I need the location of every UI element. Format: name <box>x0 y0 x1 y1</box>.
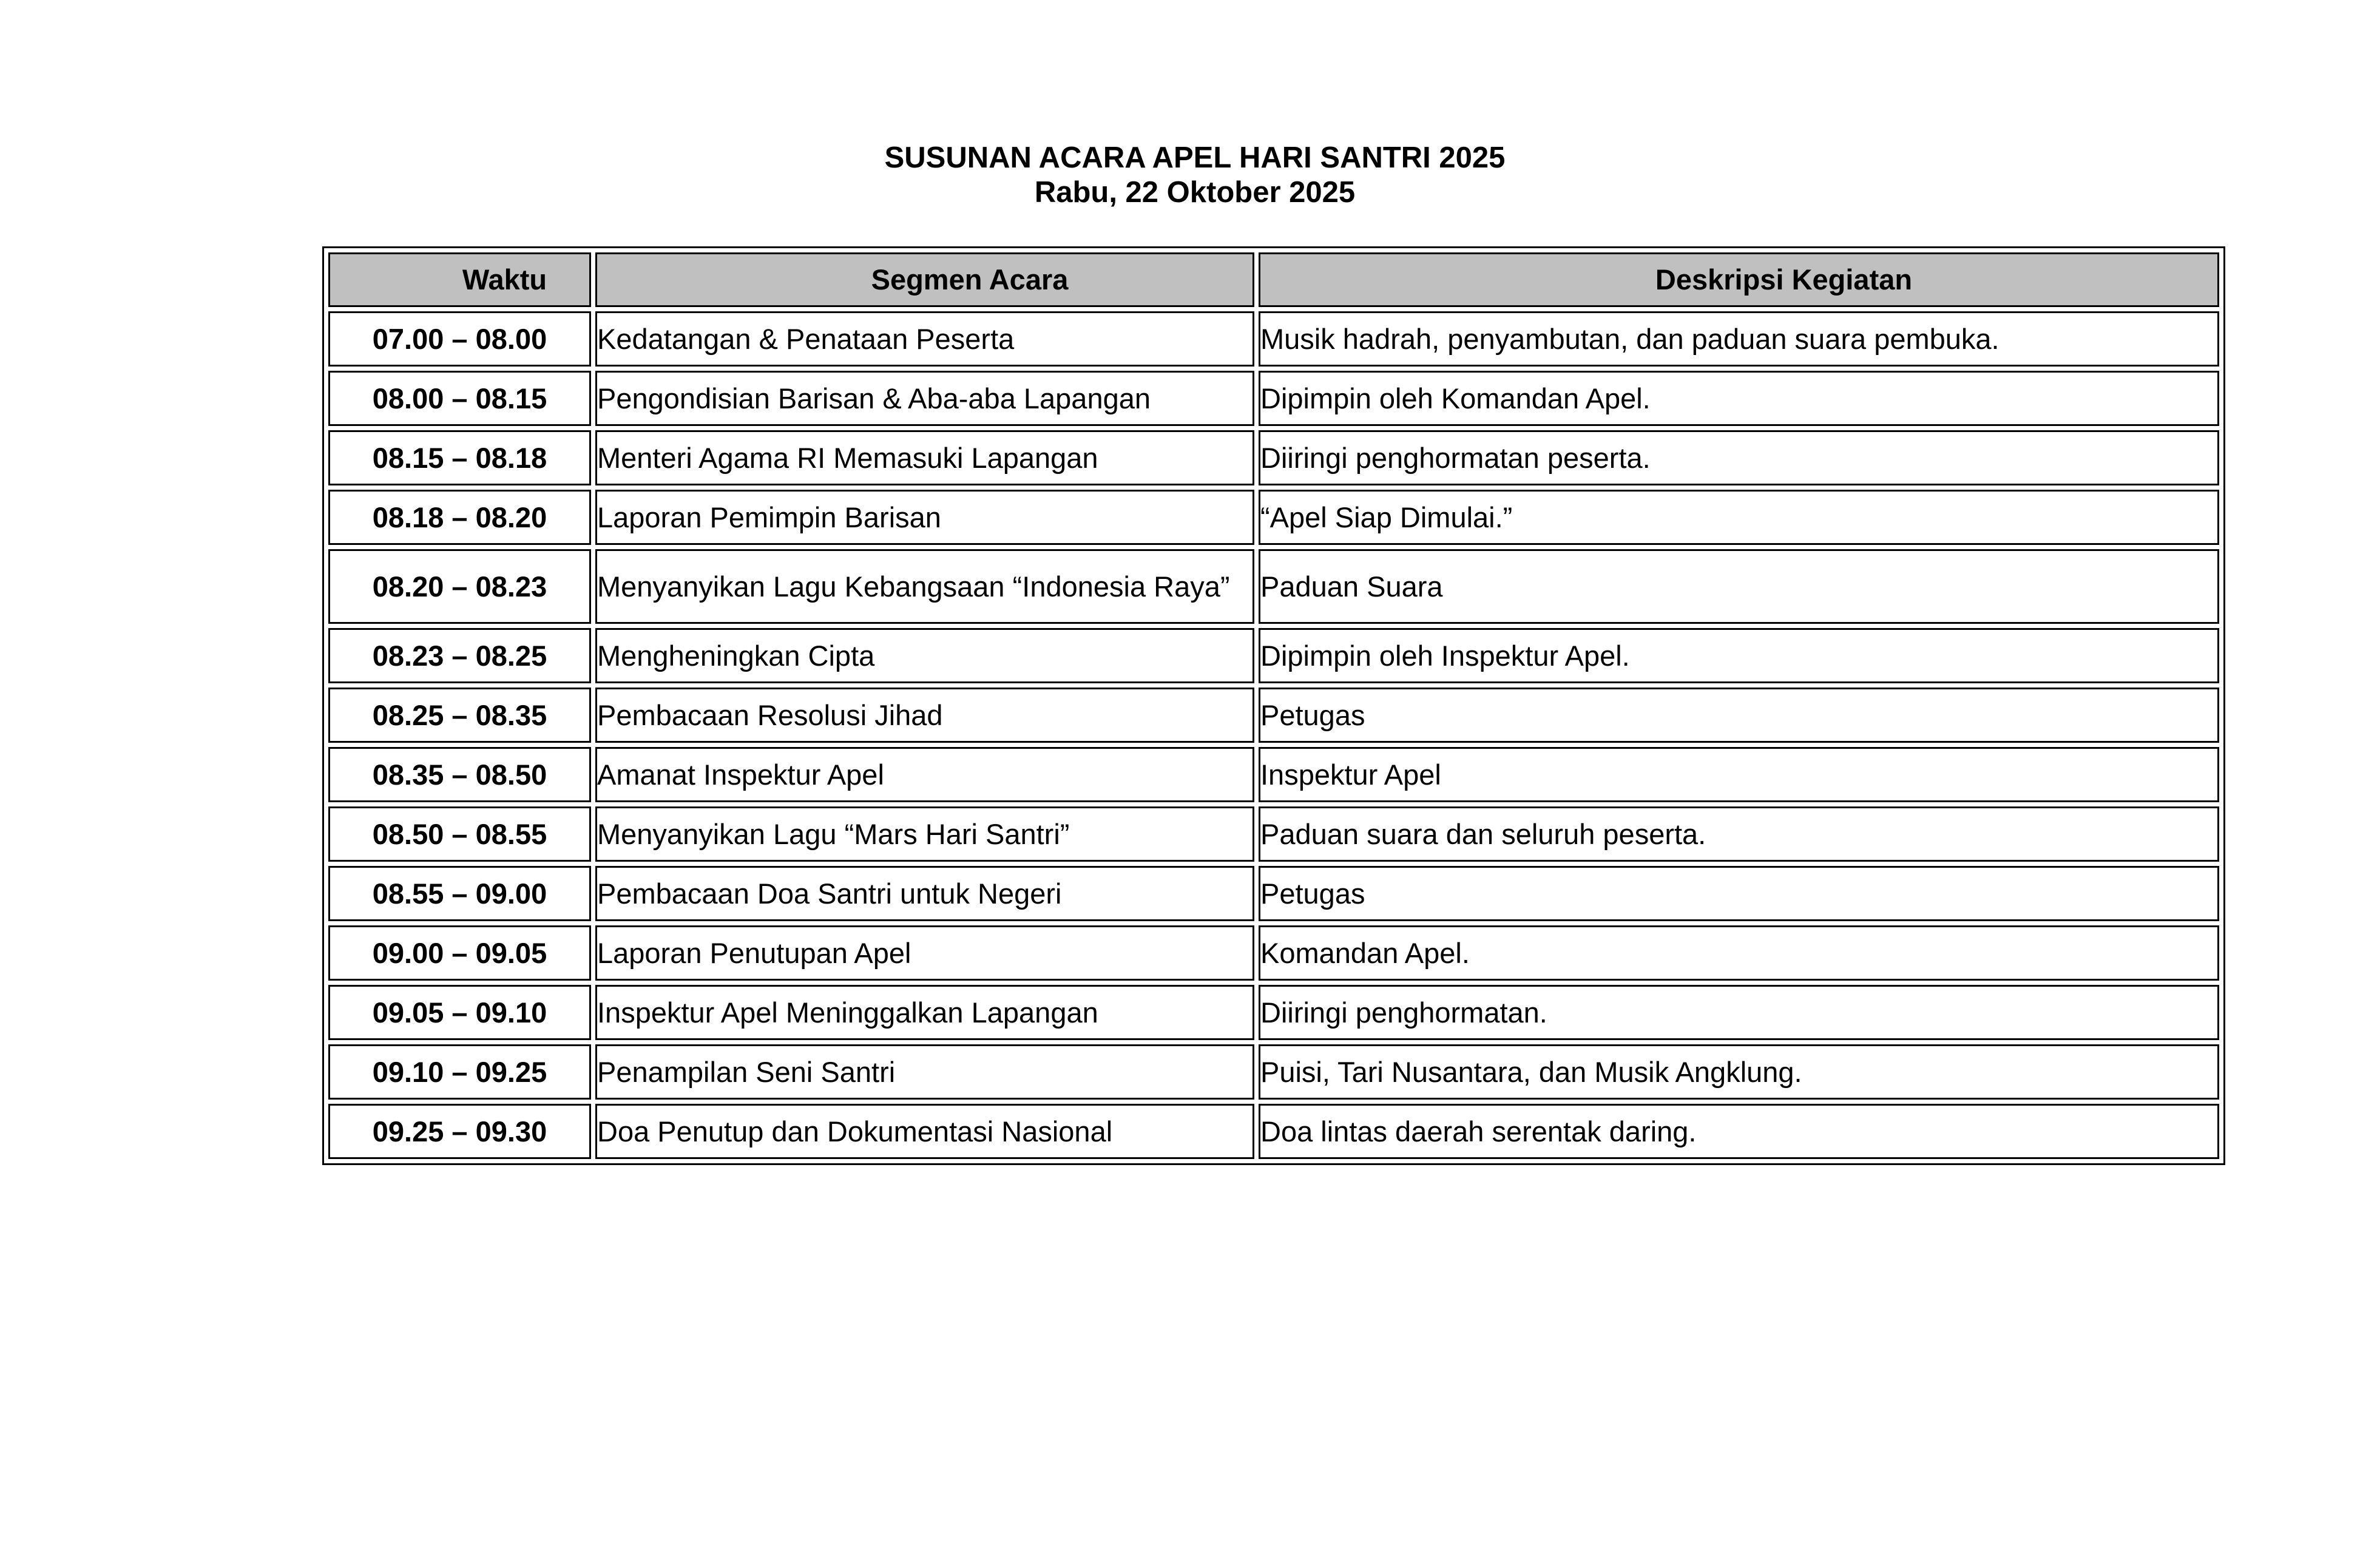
description-cell: “Apel Siap Dimulai.” <box>1259 490 2219 545</box>
description-cell: Komandan Apel. <box>1259 925 2219 981</box>
time-cell: 08.25 – 08.35 <box>328 688 591 743</box>
table-row <box>328 549 2219 624</box>
segment-cell: Pengondisian Barisan & Aba-aba Lapangan <box>595 371 1254 426</box>
table-header-row <box>328 252 2219 307</box>
table-row <box>328 688 2219 743</box>
segment-cell: Laporan Pemimpin Barisan <box>595 490 1254 545</box>
segment-cell: Pembacaan Resolusi Jihad <box>595 688 1254 743</box>
table-row <box>328 1044 2219 1100</box>
segment-cell: Pembacaan Doa Santri untuk Negeri <box>595 866 1254 921</box>
time-cell: 07.00 – 08.00 <box>328 311 591 367</box>
column-header-waktu: Waktu <box>328 252 591 307</box>
segment-cell: Laporan Penutupan Apel <box>595 925 1254 981</box>
document-title: SUSUNAN ACARA APEL HARI SANTRI 2025 <box>884 141 1506 174</box>
description-cell: Dipimpin oleh Komandan Apel. <box>1259 371 2219 426</box>
segment-cell: Amanat Inspektur Apel <box>595 747 1254 802</box>
table-row <box>328 925 2219 981</box>
time-cell: 08.50 – 08.55 <box>328 806 591 862</box>
description-cell: Paduan suara dan seluruh peserta. <box>1259 806 2219 862</box>
time-cell: 08.00 – 08.15 <box>328 371 591 426</box>
column-header-deskripsi-kegiatan: Deskripsi Kegiatan <box>1259 252 2219 307</box>
document-date: Rabu, 22 Oktober 2025 <box>1034 176 1356 209</box>
schedule-table <box>322 246 2225 1165</box>
time-cell: 09.10 – 09.25 <box>328 1044 591 1100</box>
table-row <box>328 430 2219 485</box>
segment-cell: Penampilan Seni Santri <box>595 1044 1254 1100</box>
table-row <box>328 371 2219 426</box>
time-cell: 08.55 – 09.00 <box>328 866 591 921</box>
column-header-segmen-acara: Segmen Acara <box>595 252 1254 307</box>
table-row <box>328 866 2219 921</box>
description-cell: Petugas <box>1259 866 2219 921</box>
time-cell: 09.00 – 09.05 <box>328 925 591 981</box>
description-cell: Diiringi penghormatan peserta. <box>1259 430 2219 485</box>
segment-cell: Menyanyikan Lagu Kebangsaan “Indonesia Raya” <box>595 549 1254 624</box>
description-cell: Dipimpin oleh Inspektur Apel. <box>1259 628 2219 683</box>
description-cell: Petugas <box>1259 688 2219 743</box>
description-cell: Doa lintas daerah serentak daring. <box>1259 1104 2219 1159</box>
time-cell: 08.23 – 08.25 <box>328 628 591 683</box>
segment-cell: Menyanyikan Lagu “Mars Hari Santri” <box>595 806 1254 862</box>
document-heading <box>0 141 2380 210</box>
segment-cell: Doa Penutup dan Dokumentasi Nasional <box>595 1104 1254 1159</box>
segment-cell: Menteri Agama RI Memasuki Lapangan <box>595 430 1254 485</box>
table-row <box>328 311 2219 367</box>
table-row <box>328 806 2219 862</box>
description-cell: Diiringi penghormatan. <box>1259 985 2219 1040</box>
description-cell: Paduan Suara <box>1259 549 2219 624</box>
segment-cell: Inspektur Apel Meninggalkan Lapangan <box>595 985 1254 1040</box>
time-cell: 08.18 – 08.20 <box>328 490 591 545</box>
table-row <box>328 490 2219 545</box>
table-row <box>328 628 2219 683</box>
schedule-body <box>328 311 2219 1159</box>
time-cell: 09.05 – 09.10 <box>328 985 591 1040</box>
description-cell: Inspektur Apel <box>1259 747 2219 802</box>
table-row <box>328 985 2219 1040</box>
time-cell: 09.25 – 09.30 <box>328 1104 591 1159</box>
table-row <box>328 747 2219 802</box>
description-cell: Musik hadrah, penyambutan, dan paduan suara pembuka. <box>1259 311 2219 367</box>
time-cell: 08.20 – 08.23 <box>328 549 591 624</box>
segment-cell: Kedatangan & Penataan Peserta <box>595 311 1254 367</box>
segment-cell: Mengheningkan Cipta <box>595 628 1254 683</box>
description-cell: Puisi, Tari Nusantara, dan Musik Angklung. <box>1259 1044 2219 1100</box>
time-cell: 08.35 – 08.50 <box>328 747 591 802</box>
table-row <box>328 1104 2219 1159</box>
time-cell: 08.15 – 08.18 <box>328 430 591 485</box>
